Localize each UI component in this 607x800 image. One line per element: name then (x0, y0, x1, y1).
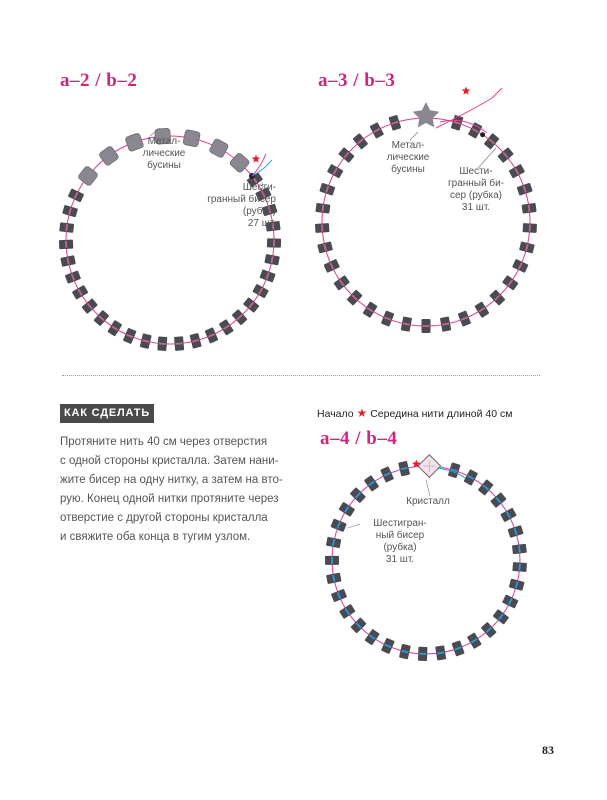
metal-bead (98, 145, 119, 166)
bugle-bead (512, 544, 527, 555)
bugle-bead (522, 203, 537, 214)
bugle-bead (363, 301, 378, 318)
bugle-bead (259, 269, 275, 282)
metal-star-bead (413, 102, 440, 127)
bugle-bead (323, 259, 339, 273)
instruction-line: и свяжите оба конца в тугим узлом. (60, 531, 251, 543)
bugle-bead (338, 147, 355, 163)
bugle-bead (333, 275, 350, 290)
bugle-bead (68, 188, 85, 202)
leader-line (426, 480, 430, 496)
bugle-bead (381, 638, 395, 654)
bugle-bead (365, 629, 380, 646)
leader-line (478, 148, 496, 168)
bugle-bead (65, 270, 81, 283)
bugle-bead (331, 589, 347, 603)
bugle-bead (512, 562, 527, 572)
bugle-bead (493, 609, 510, 625)
page-number: 83 (542, 743, 554, 757)
bugle-bead (325, 556, 339, 565)
bugle-bead (380, 466, 394, 482)
legend-start-label: Начало (317, 408, 354, 420)
metal-beads-label-a2: Метал- лические бусины (142, 136, 186, 171)
bugle-bead (517, 183, 533, 196)
bugle-bead (315, 223, 329, 233)
bugle-bead (243, 297, 260, 313)
instruction-line: жите бисер на одну нитку, а затем на вто- (60, 474, 283, 486)
bugle-bead (464, 469, 479, 486)
bugle-bead (190, 333, 202, 349)
howto-heading: КАК СДЕЛАТЬ (60, 404, 154, 423)
bugle-bead (174, 336, 184, 351)
thread-end (252, 154, 266, 176)
bugle-bead (467, 632, 482, 649)
bugle-bead (519, 241, 535, 253)
bugle-bead (435, 645, 446, 660)
bugle-bead (422, 319, 431, 333)
bugle-bead (508, 525, 524, 538)
bugle-bead (81, 298, 98, 314)
bugle-bead (370, 122, 385, 139)
bugle-beads-label-a4: Шестигран- ный бисер (рубка) 31 шт. (373, 518, 427, 565)
instruction-line: отверстие с другой стороны кристалла (60, 512, 268, 524)
bugle-bead (381, 310, 395, 326)
bugle-bead (330, 519, 346, 533)
bugle-bead (59, 222, 74, 233)
bugle-bead (502, 594, 519, 608)
instruction-line: Протяните нить 40 см через отверстия (60, 436, 268, 448)
bugle-bead (458, 310, 472, 326)
bugle-bead (339, 604, 356, 619)
start-star-icon (252, 155, 261, 163)
star-icon: ★ (356, 406, 368, 420)
legend-middle-label: Середина нити длиной 40 см (370, 408, 513, 420)
bugle-bead (364, 475, 379, 492)
bugle-bead (440, 316, 451, 331)
bugle-bead (59, 240, 73, 250)
bugle-bead (490, 492, 507, 508)
diagram-a3-title: a–3 / b–3 (318, 70, 396, 91)
bugle-bead (509, 579, 525, 591)
bugle-bead (451, 640, 464, 656)
bugle-bead (338, 502, 355, 517)
bugle-bead (401, 316, 412, 331)
diagram-a2-title: a–2 / b–2 (60, 70, 138, 91)
bugle-bead (315, 203, 330, 214)
bugle-bead (418, 647, 427, 661)
bugle-bead (264, 254, 279, 265)
bugle-bead (399, 644, 411, 660)
metal-bead (77, 165, 98, 186)
bugle-bead (502, 275, 519, 290)
bugle-bead (326, 537, 341, 548)
bugle-bead (389, 115, 402, 131)
bugle-beads-label-a3: Шести- гранный би- сер (рубка) 31 шт. (447, 166, 504, 213)
bugle-bead (317, 241, 333, 253)
section-divider (62, 375, 540, 376)
bugle-bead (500, 508, 517, 523)
bugle-bead (72, 285, 89, 300)
bugle-bead (205, 327, 219, 343)
diagram-a4-title: a–4 / b–4 (320, 428, 398, 449)
bugle-bead (319, 183, 335, 196)
bugle-bead (497, 147, 514, 163)
bugle-bead (484, 133, 500, 150)
bugle-bead (219, 319, 234, 336)
crystal-label-a4: Кристалл (406, 496, 450, 507)
legend (317, 406, 512, 420)
bugle-bead (157, 336, 167, 351)
leader-line (410, 132, 418, 140)
bugle-bead (140, 333, 152, 349)
bugle-bead (512, 259, 528, 273)
bugle-bead (474, 301, 489, 318)
instruction-line: с одной стороны кристалла. Затем нани- (60, 455, 279, 467)
bugle-bead (523, 223, 537, 233)
leader-line (348, 524, 360, 528)
bugle-bead (327, 164, 344, 179)
bugle-bead (478, 479, 494, 496)
thread-end (436, 88, 502, 128)
howto-instructions (60, 433, 292, 547)
start-star-icon (462, 87, 471, 95)
bugle-bead (326, 573, 341, 585)
instruction-line: рую. Конец одной нитки протяните через (60, 493, 279, 505)
bugle-bead (107, 320, 122, 337)
metal-bead (209, 138, 229, 158)
bugle-beads-label-a2: Шести- гранный бисер (рубка) 27 шт. (207, 182, 276, 229)
metal-beads-label-a3: Метал- лические бусины (386, 140, 430, 175)
bugle-bead (398, 461, 410, 477)
bugle-bead (267, 238, 281, 247)
bugle-bead (468, 122, 483, 139)
bugle-bead (123, 328, 137, 344)
bugle-bead (62, 205, 78, 218)
bugle-bead (352, 133, 368, 150)
bugle-bead (60, 255, 76, 267)
bugle-bead (252, 284, 269, 299)
knot (480, 132, 485, 137)
